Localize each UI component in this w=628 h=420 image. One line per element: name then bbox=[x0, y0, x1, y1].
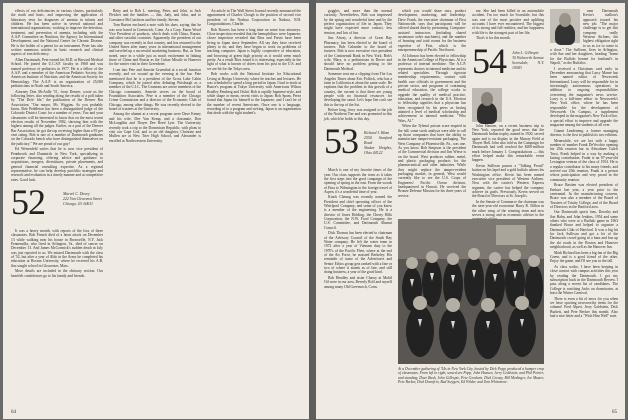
group-photo bbox=[398, 219, 544, 364]
article-paragraph: An article in The Wall Street Journal recently announced the appointment of Charles Clough to the position of second vice president of the Nashua Corporation in Nashua, N.H. Congratulations, Charlie. bbox=[207, 9, 301, 27]
page-number-left: 64 bbox=[11, 410, 16, 415]
article-paragraph: Gianni Lendeneng, a former managing director, is the first to publish its two editions. bbox=[550, 128, 618, 137]
left-column-2 bbox=[109, 9, 201, 144]
secretary-street: 2550 Stanford Road bbox=[364, 136, 392, 146]
article-paragraph: Bruce Bastien was elected president of Emhart last year, a year prior to the centennial. In the manufacturing concern, Bruce was also a member of the Board of Trustees of Trinity College, and of the Board of Directors in the Hartford area. bbox=[550, 183, 618, 209]
right-column-4 bbox=[550, 9, 618, 409]
secretary-city: Shaker Heights, Ohio 44122 bbox=[364, 146, 392, 156]
secretary-street: 222 Van Cleavenst Street bbox=[63, 196, 102, 201]
right-column-2 bbox=[398, 9, 466, 214]
right-page bbox=[316, 3, 625, 419]
right-column-3 bbox=[472, 9, 544, 217]
class-number: 53 bbox=[324, 121, 358, 162]
secretary-name: Marvel C. Davey bbox=[63, 191, 90, 196]
left-column-1 bbox=[11, 9, 103, 279]
secretary-name: Richard J. Blum bbox=[364, 131, 390, 136]
article-paragraph: Attorney Don McArdle '51, from Denver, wrote us the following letter, also sending along the results of a poll taken by "The Drib- ble," the publication of the Denver Bar Association. "Our mayor, Mr. Wiggins. As you probably know, Bob Peddleton has been a distinguished judge of the Colorado District Court for a number of years. You and your classmates will be interested to know that on the most recent election results of November 1982, showing him with the highest among all the judges. Earlier, as a part of the Denver Bar Association, he got the top receiving higher than a 95 per cent rating. Bob is one of a number of Dartmouth graduates on the Colorado bench who have distinguished themselves on the judiciary." We are proud of our guy! bbox=[11, 89, 103, 146]
portrait-photo-sullivan bbox=[550, 9, 580, 43]
article-paragraph: which you would share ours, product development, marketing, and leadership. Dave Frank, the executive chairman of First Nationwide, says that participants will be offered shared data by pretraining. Computer-assisted instructors (including shared sustenance order machines), and the number of learning and total rooms for the business expertise of First, which is the entrepreneurship of Pacific Northwest. bbox=[398, 9, 466, 53]
class-entry-52 bbox=[11, 181, 103, 226]
article-paragraph: When the Tylenol poison scare erupted in the fall, some stock analysts were able to call up those companies that have the ability to manufacture tamper-resistant packaging. The West Company of Phoenixville, Pa., was one. As you know, Bob Simpson is the president of the Commercial division and Jim Wiese is on the board. West produces rubber, metal, and plastic packaging products for the pharmaceutical and other industries. While they might replace the tamper-evident packaging market, in general, West would currently like to see the U.S. Corps of Engineers/ Pacific Ocean division, headquartered in Hawaii. He received the Bronze Defense Mission for his three years of service. bbox=[398, 124, 466, 198]
article-paragraph: That's it for this month. bbox=[476, 36, 511, 41]
secretary-city: Chicago, Ill. 60611 bbox=[63, 201, 93, 206]
article-paragraph: goggles, and more than the normal curiosity. Nevertheless, Bob was impressed by the spring and wonderful time and by the perfect organization of life in Japan. They might have expected more contact, less tension, and lots of fun. bbox=[324, 9, 392, 35]
class-entry-54 bbox=[472, 40, 544, 85]
article-paragraph: Allen Dartmouth, Pete earned his M.D. at Harvard Medical School. He joined the U.C.S.F. faculty in 1968 and was named professor of pediatrics in 1977. He is a fellow of the A.A.P. and a member of the American Pediatric Society, the American Institute of Nutrition, and the American Society for Hematology. The A.A.P. is an organization of 25,000 pediatricians in North and South America. bbox=[11, 57, 103, 89]
article-paragraph: Among the alumni at a recent program were Dave Kenny and his wife, Dee Van Kemp, and a classmate, Don McLaughlin and Thayer Dee Reed Lyte. The University recently took a trip to the Dominican Republic, with plans to visit our Cape Cod, and to an old daughter, Christine and Mullen are at New Trier High School, and Alexander is enrolled at Northwestern University. bbox=[109, 112, 201, 143]
group-photo-figures bbox=[398, 219, 544, 364]
article-paragraph: Our Dartmouth sports fans, Dorothy and Jim Hahn, and John Jenkins, 1954 and some others who were at a Buffalo game in 1963 thanked Bruce and helped to organize a Dartmouth Club of Hartford. It was a big hit for Jack Sullivan and got a lot of the Dartmouth crowd going in a barn and bus up the ski roads in the Boston and Hanover neighborhood, as well as the Hanover Inn. bbox=[550, 210, 618, 250]
article-paragraph: Before long, Jerry was assigned to the job of the Northern Tier and was promoted to this job, which he holds to this day. bbox=[324, 108, 392, 121]
article-paragraph: In the Senate of Commerce the chairman was the next-year-old economist Harry R. Dillon in the other wing of the winning team and now serves a strong and as economic adviser to the bbox=[472, 199, 544, 217]
article-paragraph: There is even a bit of news for you when we have sporting newsworthy items for the column! Fred Alpert, Jerry Goldstein, Dick Burkett, and Pete Becker this month. Also had a nice letter and a "Wish Him Well" note. bbox=[550, 296, 618, 318]
article-paragraph: John Hansen, on a recent business trip to New York, reported the good news that the Dartmouth Indian trophy, named in 1920, served again and is on display in the Murray Field at Thayer Hall. John also told us the Campaign for Dartmouth had well reached the $200-million mark before January 1. Congratulations — this effort helped make this remarkable event happen. bbox=[472, 123, 544, 163]
class-number: 54 bbox=[472, 40, 506, 81]
article-paragraph: As class scribe, I have been keeping in close contact with campus activities this year by reading the Dartmouth. I got my subscription back in the Dartmouth Review. I pass along a recent list of candidates. The College is watching Jacks on dormitories, at least the Winter Carnival. bbox=[550, 264, 618, 295]
article-paragraph: Jim Alway, a director of Great Bay Pharmacy, has been elected to the board of trustees. Bob Gelander to the board of trustees. Bob is now executive vice president of the Continental Bank in New York. Bob's wife, Mary, is a pediatrician in Dover and should have no problem getting to the Dartmouth Medical. bbox=[324, 36, 392, 71]
article-paragraph: Tom Burton enclosed a note with his dues, saying that he was now based in Greenwich, Conn. As a Corp. Eaton Wood Vice President of products, which deals with China, Russia, and other socialist countries. Apparently, the president of our company was recently in that country, and has returned to the United States after many years in international management and traveled up a successful marketing business. But, as Tom noted, once in a while just as much excitement in linking those of China and Russia as the Cuban Missile in Hanover for the winter visit in their Greenbrier. bbox=[109, 23, 201, 67]
class-number: 52 bbox=[11, 181, 45, 222]
left-column-3 bbox=[207, 9, 301, 117]
article-paragraph: More details are included in the obituary section. Our heartfelt condolences go to his family and friends. bbox=[11, 269, 103, 278]
article-paragraph: March is one of my favorite times of the year. Our class supports the town as it takes the first steps into the good campaign of the opening of spring in the east. From the woods of Etna to Wilmington to the foreign travel of Aspen, it's a wonderful time of year. bbox=[324, 168, 392, 194]
portrait-photo-hansen bbox=[472, 88, 502, 122]
right-column-1 bbox=[324, 9, 392, 290]
article-paragraph: Mark Richard has been a big fan of the Big Green, and is a good friend of the other. Enjoy the game, and I'll see you in the fall. bbox=[550, 250, 618, 264]
article-paragraph: It was a heavy month, with reports of the loss of three classmates. Bob French died of a heart attack on December 13 while walking near his house in Bronxville, N.Y. Jack Fennemilks, who lived in Arlington, Va., died of cancer on December 13. And James McCormick's sudden death in July was just reported to us. We missed Dartmouth with the class of '52, but after a year of Aldo in the Army he completed his education at Boston University, where he received his A.B. Jim sought school in Gloucester, Mass. bbox=[11, 228, 103, 268]
article-paragraph: me. She had been killed in an automobile accident. I'm too much for Scarsdale, but this was one of the most positive and uplifting accounts I have ever encountered. The biggest of its strong and full realities, and her happiness with life is the strongest part of her life. bbox=[472, 9, 544, 35]
class-address bbox=[512, 51, 544, 71]
article-paragraph: Bob Bowers has been a long time on some four attorneys. Close inspection revealed that the hemophiliacs were Japanese; closer inspection revealed that Bios and Presto have been living in Japan since September. All say they have received plenty to do, and they have begun to work on problems of teaching computer. Japan is highly cooperative of education, and browsing at green high priority as it would seem much pretty. As a result Bios found it is interesting, especially in the light of what is known of drives from his post in the U.S. and we are hit for the Tokyo area. bbox=[207, 27, 301, 71]
class-entry-53 bbox=[324, 121, 392, 165]
page-number-right: 65 bbox=[612, 410, 617, 415]
article-paragraph: I ran into Pete and Annette Gruenthal at a social function recently, and we wound up the evening at the bar. Pete mentioned that he is a president of the Gross Lake Cabin Company, which he joined after debuting Pittsburgh as a member of the C.I.C. The Gruntons are active members of the Chicago community. Annette serves on the board of Foundation Associates. Pete is a member of the Chicago Crime Commission and a director of the Economic Club of Chicago, among other things. He was recently elected to the board of trustees at the University. bbox=[109, 67, 201, 111]
article-paragraph: Bob Headley and sister Chassy at Mobil Oil were in our area, Beverly Rolf and myself among many Old Greenwich, Conn. bbox=[324, 275, 392, 289]
article-paragraph: Meanwhile, we are hot with a happy number of number Frank DeVecchio opening his 25th reunion bar in Ahwahnee Gulch Trust, Frank helped in a way by making a lasting contribution. Frank is an 87-year-old Lexington veteran of the class of 1954. He is a regular contributor to his many friends, and arrived our 25th reunion, Frank is a person whose participation and very proud in the community reunion. bbox=[550, 138, 618, 182]
article-paragraph: Bob works with the National Institute for Educational Living at Horigu University, where he teaches and lectures. He was scheduled to spend a long period in Japan. I had to teach at Bunce's program at Tokyo University with Americans Wilson Bradley Feinberg and Oishii. Bob is rapidly Japanese-style, and while shape or mean, recent visits to Japan: Bob Spam, Perez found that Japan for himself to the Japanese, and I can't be of the number of recent Americans. Once one is a language, recording of to a program and writing, Japan is an organization that deals with the right student's. bbox=[207, 72, 301, 116]
article-paragraph: Dick Thomas has been elected to chairman of the Advisory Council of the South Bay Water company. He left the water team in 1972 after a year of Vietnam duty to the 1970's of the Pacific Fleet, where at the end of the Air Force, he assisted Berkeley. His reminder of some of the Advertisers and Senior Ethics group gets ranked with a line or two of where it stands as of late, and still doing business, a year of the good kind. bbox=[324, 231, 392, 275]
secretary-city: Scarsdale, N.Y. 10583 bbox=[512, 60, 544, 70]
class-address bbox=[63, 192, 102, 207]
article-paragraph: near Dartmouth Kevin's stallion's approach toward his new job. "The major challenge is to get this company really Western Airlines, the highest obligation right to us as ice to come to a close." The Sullivan, lives in Arlington, with Sue and her daughters, heading "home for the Buffalo bonnet for husband's in Napoli," as the Buffalos. bbox=[550, 9, 618, 66]
group-photo-caption: At a December gathering of '54s in New York City, hosted by Dick Popp, produced a bumper crop of classmates. From left to right, seated are Popp, John Hansen, Jerry Goldstein, and Phil Poirier, and standing, Dave Bush, John Gillespie, Pete Goodwin, Dick Greasy, Bill Medinger, Joe Muster, Pete Becker, Dick Donofrio, Bud Swygert, Ed Wilder, and Tom Whitemore. bbox=[398, 367, 544, 385]
article-paragraph: I received a Christmas card early in December announcing that Larry Marne has been named editor of Newsweek International. Larry will be responsible for in increasingly autonomous operations in addition to ongoing responsibilities overseeing the magazine's news service. Larry is a full-time editor in Newsweek's New York office, where he has been responsible for the development of Newsweek On Campus, a supplement developed in the magazine's New York office, a special effort to improve and upgrade the magazine among the students of all over. bbox=[550, 66, 618, 128]
article-paragraph: Someone sent me a clipping from The Los Angeles Times about Eric Pollock, who has a farm in California at about the same scale. He explains that the problem in this growth of a country, the current is that there are young people with no financial resources for developing the canal. Let's hope Jim can't see this to the top of the list. bbox=[324, 72, 392, 107]
article-paragraph: Al Johnson has been elected to fellowship in the American College of Physicians. Al is a professor of internal medicine. The A.C.P. represents doctors in internal medicine and its related specialties. Through rigorous membership requirements, contact with health care officials in government and the private sector, and programs of continuing medical education, the college works to upgrade the quality of medical practice, education, and research in the U.S. Election to fellowship signifies that a physician has been recognized by his peers as having attained a level of medical scholarship and achievement in internal medicine. "Who Wins, Al." bbox=[398, 53, 466, 123]
left-page bbox=[3, 3, 309, 419]
article-paragraph: Kinch Cheung was recently named the President and chief operating officer of the Whirlpool Company, and some of you know is a member of the engineering. He is a director of Jones Holding, the Cherry Hills Corporation, the N.W. Food Company, the U.S. Committee, and Dartmouth Alumni Council. bbox=[324, 195, 392, 230]
secretary-name: John L. Gillespie bbox=[512, 50, 539, 55]
secretary-street: 30 Walworth Avenue bbox=[512, 55, 544, 60]
class-address bbox=[364, 131, 392, 156]
article-paragraph: Ed Weisenfeld writes that he is now vice president of Pennbrook and Dunmirck in New York, specializing in corporate financing, offering advice and guidance to acquisitions, mergers, divestitures, private placements, and general financial consulting expertise. As a regional representative, he can help develop portfolio strategies and research and evaluation in a timely manner and at competitive rates. Good luck. bbox=[11, 147, 103, 182]
article-paragraph: Betty and to Bob L. meeting, Peter, and John, to Jack Fletcher and the families — Jim, Judy, and John, and to Constance McCutcheon and her family, Steven. bbox=[109, 9, 201, 22]
article-paragraph: effects of our deficiencies in various classes, particularly the math and basic, and improving the application of laboratory tests for diagnoses of anemia in infants and children. He has been active in several national and international organizations, working to improve the detection, treatment, and prevention of anemia, including with the A.A.P. Committee on Nutrition, the Agency for International Development, and the National Center for Chronic Disease. He is the holder of a patent for an instrument. Peter has also written numerous articles in basic research and clinical aspects of iron deficiency. bbox=[11, 9, 103, 57]
page-gutter bbox=[309, 0, 316, 420]
article-paragraph: Kevin Sullivan pauses a "Talking Proud" button on his lapel and a gold buffalo adorns his Washington office. Kevin has been named executive vice president of Western Airlines. Now with the carrier's Western Express segment, the carrier has helped the company achieve its goals. Previously, Kevin served on the Board of Directors at St. Joseph's. bbox=[472, 163, 544, 199]
